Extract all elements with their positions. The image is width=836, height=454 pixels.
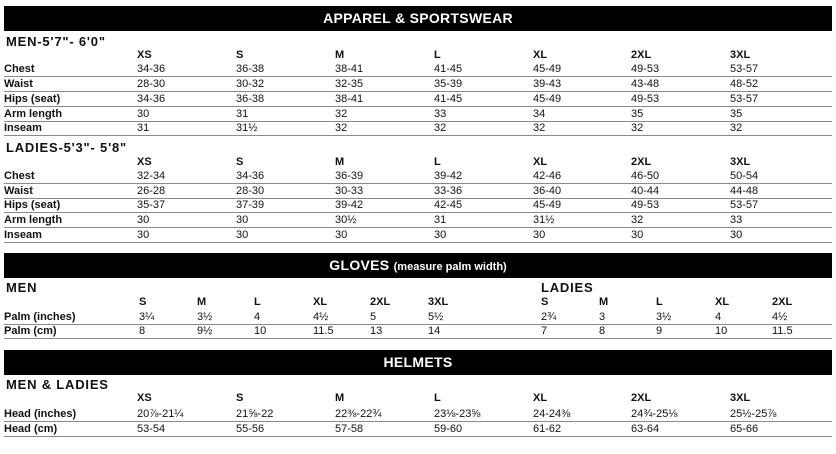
measure-value: 42-46 bbox=[533, 170, 562, 182]
gloves-men-value: 4 bbox=[254, 311, 261, 323]
gloves-men-value: 9½ bbox=[197, 325, 213, 337]
gloves-ladies-value: 4½ bbox=[772, 311, 788, 323]
row-label: Chest bbox=[4, 63, 35, 75]
gloves-title: GLOVES bbox=[329, 257, 390, 273]
size-header-l: L bbox=[434, 49, 441, 61]
measure-value: 49-53 bbox=[631, 199, 660, 211]
measure-value: 30 bbox=[236, 229, 249, 241]
row-label: Head (inches) bbox=[4, 408, 77, 420]
measure-value: 28-30 bbox=[137, 78, 166, 90]
measure-value: 37-39 bbox=[236, 199, 265, 211]
measure-value: 30 bbox=[730, 229, 743, 241]
measure-value: 50-54 bbox=[730, 170, 759, 182]
measure-value: 32 bbox=[631, 122, 644, 134]
row-label: Hips (seat) bbox=[4, 199, 61, 211]
helmet-size-2xl: 2XL bbox=[631, 392, 652, 404]
gloves-men-size-2xl: 2XL bbox=[370, 296, 391, 308]
measure-value: 35 bbox=[631, 108, 644, 120]
gloves-ladies-value: 3½ bbox=[656, 311, 672, 323]
gloves-title-bar bbox=[4, 253, 832, 278]
measure-value: 45-49 bbox=[533, 63, 562, 75]
gloves-men-size-l: L bbox=[254, 296, 261, 308]
measure-value: 53-57 bbox=[730, 199, 759, 211]
size-header-xl: XL bbox=[533, 156, 548, 168]
row-label: Inseam bbox=[4, 229, 42, 241]
gloves-ladies-value: 7 bbox=[541, 325, 548, 337]
gloves-men-value: 3½ bbox=[197, 311, 213, 323]
measure-value: 33-36 bbox=[434, 185, 463, 197]
ladies-measure-row bbox=[4, 169, 832, 184]
helmet-size-xs: XS bbox=[137, 392, 152, 404]
measure-value: 44-48 bbox=[730, 185, 759, 197]
ladies-measure-row bbox=[4, 198, 832, 213]
measure-value: 26-28 bbox=[137, 185, 166, 197]
size-header-s: S bbox=[236, 156, 244, 168]
men-measure-row bbox=[4, 62, 832, 77]
measure-value: 41-45 bbox=[434, 93, 463, 105]
row-label: Chest bbox=[4, 170, 35, 182]
measure-value: 46-50 bbox=[631, 170, 660, 182]
helmets-size-header-row bbox=[4, 391, 832, 405]
row-label: Waist bbox=[4, 185, 33, 197]
measure-value: 31½ bbox=[533, 214, 555, 226]
ladies-size-header-row bbox=[4, 155, 832, 169]
gloves-ladies-value: 10 bbox=[715, 325, 728, 337]
gloves-ladies-size-2xl: 2XL bbox=[772, 296, 793, 308]
gloves-ladies-size-s: S bbox=[541, 296, 549, 308]
gloves-ladies-value: 9 bbox=[656, 325, 663, 337]
measure-value: 32 bbox=[335, 122, 348, 134]
row-label: Arm length bbox=[4, 214, 63, 226]
helmet-value: 20⅞-21¼ bbox=[137, 408, 184, 420]
measure-value: 32 bbox=[631, 214, 644, 226]
measure-value: 30 bbox=[434, 229, 447, 241]
gloves-size-header-row bbox=[4, 295, 832, 309]
measure-value: 36-38 bbox=[236, 93, 265, 105]
helmets-measure-row bbox=[4, 407, 832, 422]
measure-value: 49-53 bbox=[631, 63, 660, 75]
gloves-men-value: 13 bbox=[370, 325, 383, 337]
measure-value: 45-49 bbox=[533, 199, 562, 211]
gloves-measure-row bbox=[4, 324, 832, 339]
helmet-value: 23⅛-23⅝ bbox=[434, 408, 481, 420]
helmet-value: 53-54 bbox=[137, 423, 166, 435]
gloves-men-value: 5½ bbox=[428, 311, 444, 323]
size-header-l: L bbox=[434, 156, 441, 168]
measure-value: 45-49 bbox=[533, 93, 562, 105]
gloves-men-value: 3¼ bbox=[139, 311, 155, 323]
measure-value: 38-41 bbox=[335, 93, 364, 105]
measure-value: 30 bbox=[335, 229, 348, 241]
measure-value: 30 bbox=[236, 214, 249, 226]
measure-value: 34-36 bbox=[236, 170, 265, 182]
measure-value: 39-42 bbox=[434, 170, 463, 182]
men-measure-row bbox=[4, 92, 832, 107]
gloves-subtitle: (measure palm width) bbox=[393, 261, 507, 273]
ladies-measure-row bbox=[4, 184, 832, 199]
measure-value: 34 bbox=[533, 108, 546, 120]
ladies-measure-row bbox=[4, 228, 832, 243]
measure-value: 35-37 bbox=[137, 199, 166, 211]
measure-value: 39-43 bbox=[533, 78, 562, 90]
measure-value: 33 bbox=[730, 214, 743, 226]
size-header-m: M bbox=[335, 49, 345, 61]
gloves-men-value: 11.5 bbox=[313, 325, 334, 337]
gloves-men-heading: MEN bbox=[6, 280, 38, 295]
measure-value: 30 bbox=[137, 108, 150, 120]
helmet-size-l: L bbox=[434, 392, 441, 404]
gloves-men-size-3xl: 3XL bbox=[428, 296, 449, 308]
measure-value: 32-34 bbox=[137, 170, 166, 182]
helmets-measure-row bbox=[4, 422, 832, 437]
measure-value: 38-41 bbox=[335, 63, 364, 75]
measure-value: 30 bbox=[137, 214, 150, 226]
measure-value: 41-45 bbox=[434, 63, 463, 75]
apparel-title: APPAREL & SPORTSWEAR bbox=[323, 10, 513, 26]
size-header-m: M bbox=[335, 156, 345, 168]
gloves-men-size-m: M bbox=[197, 296, 207, 308]
measure-value: 34-36 bbox=[137, 63, 166, 75]
measure-value: 31 bbox=[137, 122, 150, 134]
gloves-men-size-xl: XL bbox=[313, 296, 328, 308]
helmets-title-bar bbox=[4, 350, 832, 375]
gloves-ladies-value: 11.5 bbox=[772, 325, 793, 337]
measure-value: 31½ bbox=[236, 122, 258, 134]
helmet-size-s: S bbox=[236, 392, 244, 404]
gloves-ladies-value: 8 bbox=[599, 325, 606, 337]
men-size-header-row bbox=[4, 48, 832, 62]
gloves-men-value: 4½ bbox=[313, 311, 329, 323]
size-header-2xl: 2XL bbox=[631, 49, 652, 61]
men-measure-row bbox=[4, 121, 832, 136]
gloves-men-size-s: S bbox=[139, 296, 147, 308]
measure-value: 34-36 bbox=[137, 93, 166, 105]
measure-value: 36-38 bbox=[236, 63, 265, 75]
helmet-value: 24¾-25⅛ bbox=[631, 408, 678, 420]
helmet-value: 63-64 bbox=[631, 423, 660, 435]
measure-value: 33 bbox=[434, 108, 447, 120]
men-apparel-heading: MEN-5'7"- 6'0" bbox=[6, 34, 106, 49]
gloves-ladies-size-m: M bbox=[599, 296, 609, 308]
size-header-s: S bbox=[236, 49, 244, 61]
gloves-men-value: 5 bbox=[370, 311, 377, 323]
helmet-size-m: M bbox=[335, 392, 345, 404]
helmet-value: 65-66 bbox=[730, 423, 759, 435]
measure-value: 30 bbox=[631, 229, 644, 241]
gloves-men-value: 8 bbox=[139, 325, 146, 337]
gloves-ladies-value: 3 bbox=[599, 311, 606, 323]
measure-value: 30½ bbox=[335, 214, 357, 226]
measure-value: 48-52 bbox=[730, 78, 759, 90]
measure-value: 53-57 bbox=[730, 63, 759, 75]
ladies-measure-row bbox=[4, 213, 832, 228]
size-header-3xl: 3XL bbox=[730, 49, 751, 61]
row-label: Waist bbox=[4, 78, 33, 90]
measure-value: 31 bbox=[434, 214, 447, 226]
gloves-ladies-size-l: L bbox=[656, 296, 663, 308]
helmet-value: 61-62 bbox=[533, 423, 562, 435]
measure-value: 36-40 bbox=[533, 185, 562, 197]
measure-value: 32-35 bbox=[335, 78, 364, 90]
measure-value: 32 bbox=[533, 122, 546, 134]
row-label: Palm (cm) bbox=[4, 325, 57, 337]
gloves-ladies-heading: LADIES bbox=[541, 280, 594, 295]
measure-value: 32 bbox=[335, 108, 348, 120]
ladies-apparel-heading: LADIES-5'3"- 5'8" bbox=[6, 140, 127, 155]
measure-value: 30-32 bbox=[236, 78, 265, 90]
measure-value: 53-57 bbox=[730, 93, 759, 105]
gloves-ladies-size-xl: XL bbox=[715, 296, 730, 308]
measure-value: 36-39 bbox=[335, 170, 364, 182]
size-header-xl: XL bbox=[533, 49, 548, 61]
size-header-2xl: 2XL bbox=[631, 156, 652, 168]
measure-value: 49-53 bbox=[631, 93, 660, 105]
size-header-xs: XS bbox=[137, 156, 152, 168]
helmet-value: 24-24⅜ bbox=[533, 408, 571, 420]
helmet-value: 59-60 bbox=[434, 423, 463, 435]
measure-value: 40-44 bbox=[631, 185, 660, 197]
row-label: Palm (inches) bbox=[4, 311, 76, 323]
measure-value: 31 bbox=[236, 108, 249, 120]
row-label: Arm length bbox=[4, 108, 63, 120]
measure-value: 32 bbox=[434, 122, 447, 134]
helmet-value: 22⅜-22¾ bbox=[335, 408, 382, 420]
measure-value: 35 bbox=[730, 108, 743, 120]
measure-value: 30 bbox=[533, 229, 546, 241]
row-label: Hips (seat) bbox=[4, 93, 61, 105]
measure-value: 28-30 bbox=[236, 185, 265, 197]
apparel-title-bar bbox=[4, 6, 832, 31]
gloves-ladies-value: 2¾ bbox=[541, 311, 557, 323]
gloves-measure-row bbox=[4, 310, 832, 325]
helmet-value: 57-58 bbox=[335, 423, 364, 435]
gloves-ladies-value: 4 bbox=[715, 311, 722, 323]
helmet-size-3xl: 3XL bbox=[730, 392, 751, 404]
men-measure-row bbox=[4, 77, 832, 92]
measure-value: 43-48 bbox=[631, 78, 660, 90]
helmet-value: 21⅝-22 bbox=[236, 408, 274, 420]
helmet-size-xl: XL bbox=[533, 392, 548, 404]
helmet-value: 55-56 bbox=[236, 423, 265, 435]
measure-value: 39-42 bbox=[335, 199, 364, 211]
helmets-title: HELMETS bbox=[383, 354, 453, 370]
gloves-men-value: 10 bbox=[254, 325, 267, 337]
measure-value: 30 bbox=[137, 229, 150, 241]
measure-value: 35-39 bbox=[434, 78, 463, 90]
size-header-xs: XS bbox=[137, 49, 152, 61]
row-label: Head (cm) bbox=[4, 423, 58, 435]
measure-value: 42-45 bbox=[434, 199, 463, 211]
row-label: Inseam bbox=[4, 122, 42, 134]
helmet-value: 25½-25⅞ bbox=[730, 408, 777, 420]
helmets-heading: MEN & LADIES bbox=[6, 377, 109, 392]
size-header-3xl: 3XL bbox=[730, 156, 751, 168]
measure-value: 30-33 bbox=[335, 185, 364, 197]
measure-value: 32 bbox=[730, 122, 743, 134]
gloves-men-value: 14 bbox=[428, 325, 441, 337]
men-measure-row bbox=[4, 107, 832, 122]
